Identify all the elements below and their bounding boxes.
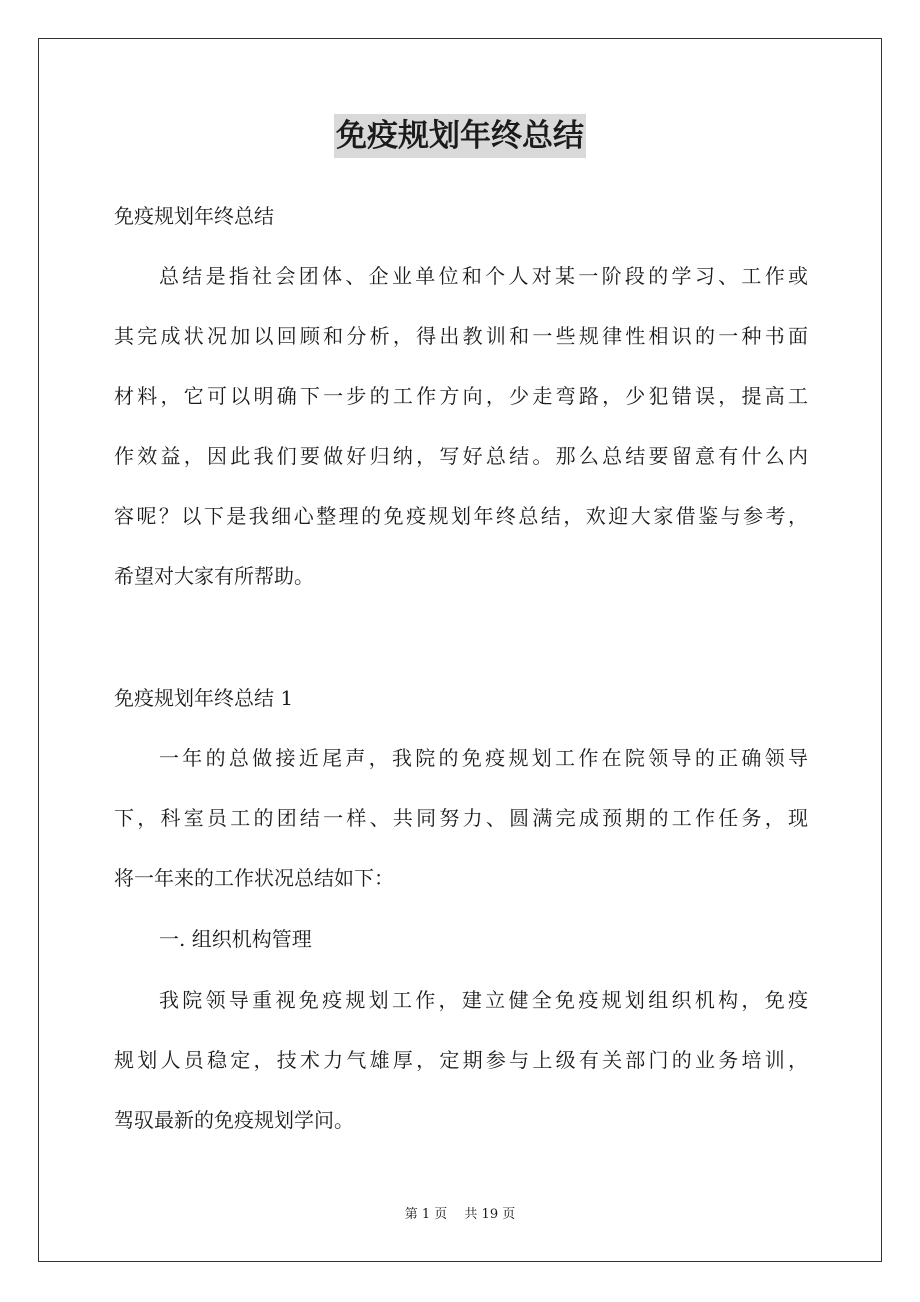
section2-line-2: 规划人员稳定，技术力气雄厚，定期参与上级有关部门的业务培训， [114, 1048, 808, 1072]
intro-line-3: 材料，它可以明确下一步的工作方向，少走弯路，少犯错误，提高工 [114, 384, 808, 408]
page-footer: 第 1 页 共 19 页 [404, 1207, 516, 1222]
intro-line-2: 其完成状况加以回顾和分析，得出教训和一些规律性相识的一种书面 [114, 324, 808, 348]
section2-line-3: 驾驭最新的免疫规划学问。 [114, 1108, 354, 1132]
title-container [0, 114, 920, 158]
intro-line-5: 容呢？以下是我细心整理的免疫规划年终总结，欢迎大家借鉴与参考， [114, 504, 808, 528]
document-subtitle: 免疫规划年终总结 [114, 204, 274, 228]
section1-line-1: 一年的总做接近尾声，我院的免疫规划工作在院领导的正确领导 [159, 746, 808, 770]
document-title: 免疫规划年终总结 [334, 114, 586, 158]
intro-line-4: 作效益，因此我们要做好归纳，写好总结。那么总结要留意有什么内 [114, 444, 808, 468]
intro-line-1: 总结是指社会团体、企业单位和个人对某一阶段的学习、工作或 [159, 264, 808, 288]
intro-line-6: 希望对大家有所帮助。 [114, 564, 314, 588]
section-heading: 免疫规划年终总结 1 [114, 686, 294, 710]
subheading: 一. 组织机构管理 [159, 927, 312, 951]
section2-line-1: 我院领导重视免疫规划工作，建立健全免疫规划组织机构，免疫 [159, 988, 808, 1012]
section1-line-3: 将一年来的工作状况总结如下： [114, 866, 394, 890]
section1-line-2: 下，科室员工的团结一样、共同努力、圆满完成预期的工作任务，现 [114, 806, 808, 830]
